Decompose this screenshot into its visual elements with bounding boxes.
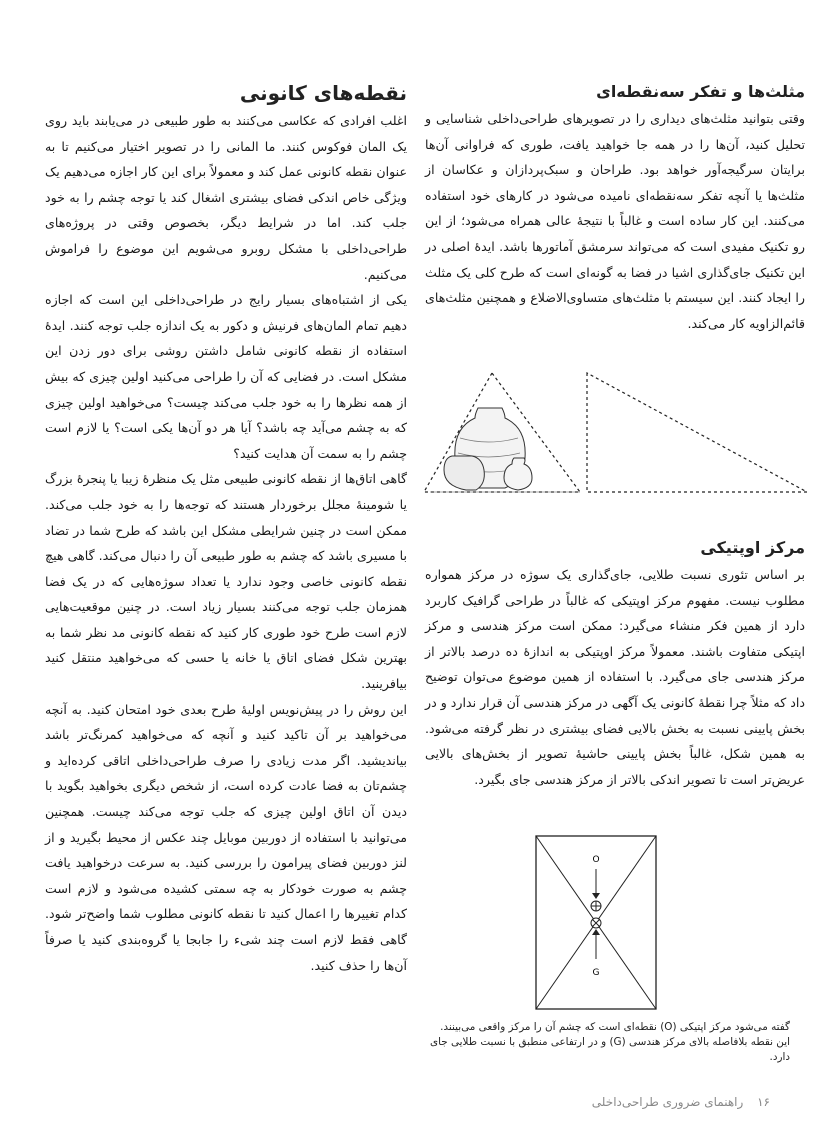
- triangle-figures: [420, 368, 812, 498]
- paragraph-focal-2: یکی از اشتباه‌های بسیار رایج در طراحی‌داخلی این است که اجازه دهیم تمام المان‌های فرنیش و دکور به یک اندازه جلب توجه کنند. ایدهٔ استفاده از نقطه کانونی شامل داشتن روشی برای دور زدن این مشکل است. در فضایی که آن را طراحی می‌کنید اولین چیزی که بیش از همه نظرها را به خود جلب می‌کند چیست؟ می‌خواهید اولین چیزی که به چشم می‌آید چه باشد؟ آیا هر دو آن‌ها یکی است؟ یا لازم است چشم را به سمت آن هدایت کنید؟: [45, 292, 407, 461]
- label-o: O: [592, 855, 600, 865]
- pottery-triangle-illustration: [420, 368, 585, 496]
- section-heading-triangles: مثلث‌ها و تفکر سه‌نقطه‌ای: [596, 82, 805, 101]
- triangles-section: [425, 78, 805, 336]
- optic-center-section: [425, 534, 805, 792]
- page-number: ۱۶: [757, 1095, 770, 1109]
- paragraph-focal-3: گاهی اتاق‌ها از نقطه کانونی طبیعی مثل یک منظرهٔ زیبا یا پنجرهٔ بزرگ یا شومینهٔ مجلل برخوردار هستند که توجه‌ها را به خود جلب می‌کند. ممکن است در چنین شرایطی مشکل این باشد که طرح شما در تضاد با مسیری باشد که چشم به طور طبیعی آن را دنبال می‌کند. گاهی هیچ نقطه کانونی خاصی وجود ندارد یا تعداد سوژه‌هایی که در یک فضا همزمان جلب توجه می‌کنند بسیار زیاد است. در چنین موقعیت‌هایی لازم است طرح خود طوری کار کنید که نقطه کانونی مد نظر شما به بهترین شکل فضای اتاق یا خانه یا حسی که می‌خواهید منتقل کنید بیافرینید.: [45, 471, 407, 692]
- optic-center-diagram: [535, 835, 657, 1010]
- label-g: G: [592, 968, 600, 978]
- paragraph-triangles: وقتی بتوانید مثلث‌های دیداری را در تصویرهای طراحی‌داخلی شناسایی و تحلیل کنید، آن‌ها را در همه جا خواهید یافت، طوری که فراوانی آن‌ها برایتان سرگیجه‌آور خواهد بود. طراحان و سبک‌پردازان و عکاسان از مثلث‌ها یا آنچه تفکر سه‌نقطه‌ای نامیده می‌شود در کارهای خود استفاده می‌کنند. این کار ساده است و غالباً با نتیجهٔ عالی همراه می‌شود؛ از این رو تکنیک مفیدی است که می‌تواند سرمشق آماتورها باشد. ایدهٔ اصلی در این تکنیک جای‌گذاری اشیا در فضا به گونه‌ای است که طرح کلی یک مثلث را ایجاد کنند. این سیستم با مثلث‌های متساوی‌الاضلاع و همچنین مثلث‌های قائم‌الزاویه کار می‌کند.: [425, 111, 805, 331]
- paragraph-focal-4: این روش را در پیش‌نویس اولیهٔ طرح بعدی خود امتحان کنید. به آنچه می‌خواهید بر آن تاکید کنید و آنچه که می‌خواهید کمرنگ‌تر باشد بیاندیشید. اگر مدت زیادی را صرف طراحی‌داخلی اتاقی کرده‌اید و چشم‌تان به فضا عادت کرده است، از شخص دیگری بخواهید بگوید با دیدن آن اتاق اولین چیزی که جلب توجه می‌کند چیست. همچنین می‌توانید با استفاده از دوربین موبایل چند عکس از محیط بگیرید و از لنز دوربین فضای پیرامون را بررسی کنید. به سرعت درخواهید یافت چشم به صورت خودکار به چه سمتی کشیده می‌شود و لازم است کدام تغییرها را اعمال کنید تا نقطه کانونی مطلوب شما واضح‌تر شود. گاهی فقط لازم است چند شیء را جابجا یا گروه‌بندی کنید یا صرفاً آن‌ها را حذف کنید.: [45, 701, 407, 973]
- section-heading-optic-center: مرکز اوپتیکی: [700, 538, 805, 557]
- page-footer: [560, 1095, 770, 1109]
- section-heading-focal-points: نقطه‌های کانونی: [239, 81, 407, 105]
- focal-points-section: [45, 78, 407, 978]
- book-title: راهنمای ضروری طراحی‌داخلی: [591, 1095, 744, 1109]
- paragraph-optic-center: بر اساس تئوری نسبت طلایی، جای‌گذاری یک سوژه در مرکز همواره مطلوب نیست. مفهوم مرکز اوپتیکی که غالباً در طراحی گرافیک کاربرد دارد از همین فکر منشاء می‌گیرد: ممکن است مرکز هندسی و مرکز اپتیکی متفاوت باشند. معمولاً مرکز اوپتیکی به اندازهٔ ده درصد بالاتر از مرکز هندسی جای می‌گیرد. با استفاده از همین موضوع می‌توان توضیح داد که مثلاً چرا نقطهٔ کانونی یک آگهی در مرکز هندسی آن قرار ندارد و در بخش پایینی نسبت به بخش بالایی فضای بیشتری در نظر گرفته می‌شود. به همین شکل، غالباً بخش پایینی حاشیهٔ تصویر از بخش‌های بالایی عریض‌تر است تا تصویر اندکی بالاتر از مرکز هندسی جای بگیرد.: [425, 567, 805, 787]
- right-angle-triangle-illustration: [585, 368, 813, 496]
- paragraph-focal-1: اغلب افرادی که عکاسی می‌کنند به طور طبیعی در می‌یابند باید روی یک المان فوکوس کنند. ما المانی را در تصویر اختیار می‌کنیم تا به عنوان نقطه کانونی عمل کند و معمولاً برای این کار اجازه می‌دهیم یک ویژگی خاص اندکی فضای بیشتری اشغال کند یا توجه چشم را به خود جلب کند. اما در شرایط دیگر، بخصوص وقتی در پروژه‌های طراحی‌داخلی با مشکل روبرو می‌شویم این موضوع را فراموش می‌کنیم.: [45, 113, 407, 282]
- figure-caption: گفته می‌شود مرکز اپتیکی (O) نقطه‌ای است که چشم آن را مرکز واقعی می‌بینند. این نقطه بلافاصله بالای مرکز هندسی (G) و در ارتفاعی منطبق با نسبت طلایی جای دارد.: [429, 1021, 790, 1063]
